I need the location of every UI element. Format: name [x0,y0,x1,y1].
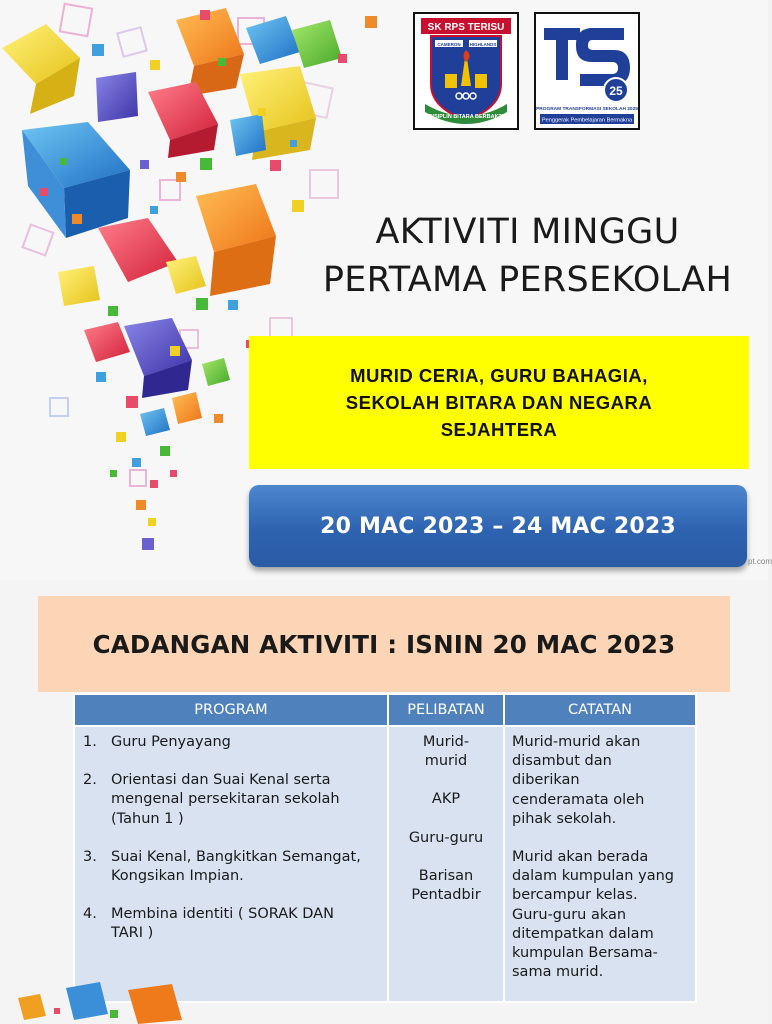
text-line: Kongsikan Impian. [111,868,244,885]
list-text [111,905,334,943]
motto-text [284,362,714,443]
svg-text:Penggerak Pembelajaran Bermakn: Penggerak Pembelajaran Bermakna [541,117,633,124]
table-header-row [74,694,696,726]
image-credit: pt.com [748,557,772,566]
page-title [290,208,765,304]
text-line: mengenal persekitaran sekolah [111,791,340,808]
participant-group [391,790,501,809]
column-header-program: PROGRAM [74,694,388,726]
text-line: murid [424,753,468,770]
text-line: diberikan [512,772,580,789]
svg-text:SK RPS TERISU: SK RPS TERISU [427,22,505,33]
date-range-banner [249,485,747,567]
svg-text:CAMERON: CAMERON [437,42,461,47]
date-range-text: 20 MAC 2023 – 24 MAC 2023 [320,513,676,539]
list-item [83,733,381,752]
participant-group [391,733,501,771]
text-line: Orientasi dan Suai Kenal serta [111,772,331,789]
pelibatan-cell [388,726,504,1002]
activity-banner [38,596,730,692]
text-line: kumpulan Bersama- [512,945,658,962]
school-logo [413,12,519,130]
text-line: (Tahun 1 ) [111,810,184,827]
list-text [111,733,231,752]
ts25-emblem-icon [536,14,638,128]
text-line: AKP [431,791,461,808]
motto-box [249,336,749,469]
program-cell [74,726,388,1002]
text-line: Suai Kenal, Bangkitkan Semangat, [111,848,361,865]
text-line: Pentadbir [411,887,481,904]
list-text [111,771,340,829]
motto-line: SEKOLAH BITARA DAN NEGARA [345,392,653,413]
motto-line: SEJAHTERA [440,419,558,440]
text-line: Guru-guru [408,829,484,846]
text-line: dalam kumpulan yang [512,868,674,885]
activity-banner-text: CADANGAN AKTIVITI : ISNIN 20 MAC 2023 [92,629,676,659]
list-number: 2. [83,772,97,789]
text-line: Murid akan berada [512,849,649,866]
svg-text:HIGHLANDS: HIGHLANDS [469,42,497,47]
text-line: cenderamata oleh [512,791,645,808]
list-item [83,771,381,829]
text-line: Guru-guru akan [512,906,627,923]
activity-slide [0,580,768,1024]
svg-text:PROGRAM TRANSFORMASI SEKOLAH 2: PROGRAM TRANSFORMASI SEKOLAH 2025 [536,107,638,112]
column-header-pelibatan: PELIBATAN [388,694,504,726]
text-line: Murid- [422,734,470,750]
text-line: ditempatkan dalam [512,925,654,942]
title-line: AKTIVITI MINGGU [375,212,680,252]
ts25-logo [534,12,640,130]
title-line: PERTAMA PERSEKOLAH [322,260,733,300]
note-paragraph [512,848,691,982]
text-line: disambut dan [512,753,612,770]
svg-text:25: 25 [609,84,623,98]
list-number: 4. [83,906,97,923]
column-header-catatan: CATATAN [504,694,696,726]
list-item [83,848,381,886]
note-paragraph [512,733,691,829]
text-line: Membina identiti ( SORAK DAN [111,906,334,923]
participant-group [391,829,501,848]
list-number: 3. [83,848,97,865]
decorative-cubes-bottom [0,980,200,1024]
school-crest-icon [415,14,517,128]
text-line: sama murid. [512,964,604,981]
list-item [83,905,381,943]
text-line: bercampur kelas. [512,887,638,904]
motto-line: MURID CERIA, GURU BAHAGIA, [350,365,648,386]
list-text [111,848,361,886]
text-line: Murid-murid akan [512,734,641,750]
program-list [83,733,381,944]
table-row [74,726,696,1002]
activity-table [73,693,697,1003]
list-number: 1. [83,734,97,750]
text-line: Guru Penyayang [111,734,231,750]
catatan-cell [504,726,696,1002]
text-line: Barisan [418,867,474,884]
participant-group [391,867,501,905]
text-line: TARI ) [111,925,154,942]
svg-text:DISIPLIN BITARA BERBAKTI: DISIPLIN BITARA BERBAKTI [428,114,504,120]
text-line: pihak sekolah. [512,810,617,827]
